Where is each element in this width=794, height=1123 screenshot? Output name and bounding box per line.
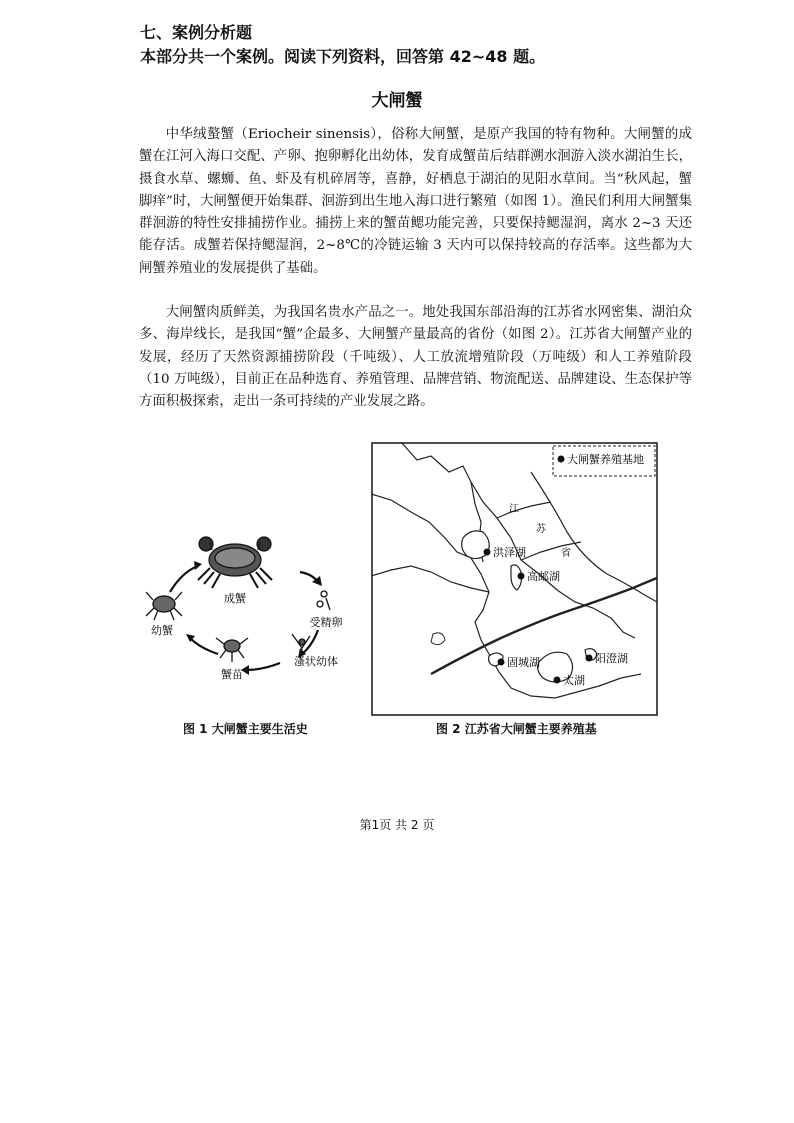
lake-label-gaoyou: 高邮湖 (527, 570, 560, 583)
taihu-base-dot (554, 677, 561, 684)
island-shape (431, 633, 445, 645)
yangcheng-base-dot (586, 655, 593, 662)
megalopa-icon (216, 638, 248, 662)
lake-label-hongze: 洪泽湖 (493, 546, 526, 559)
jiangsu-map (371, 442, 658, 716)
province-label-jiang: 江 (509, 504, 519, 515)
paragraph-1: 中华绒螯蟹（Eriocheir sinensis），俗称大闸蟹，是原产我国的特有物种。大闸蟹的成蟹在江河入海口交配、产卵、抱卵孵化出幼体，发育成蟹苗后结群溯水洄游入淡水湖泊生长，摄食水草、螺蛳、鱼、虾及有机碎屑等，喜静，好栖息于湖泊的见阳水草间。当“秋风起，蟹脚痒”时，大闸蟹便开始集群、洄游到出生地入海口进行繁殖（如图 1）。渔民们利用大闸蟹集群洄游的特性安排捕捞作业。捕捞上来的蟹苗鳃功能完善，只要保持鳃湿润，离水 2~3 天还能存活。成蟹若保持鳃湿润，2~8℃的冷链运输 3 天内可以保持较高的存活率。这些都为大闸蟹养殖业的发展提供了基础。 (139, 127, 692, 276)
lake-label-taihu: 太湖 (563, 674, 585, 687)
life-cycle-diagram (140, 530, 360, 700)
stage-label-megalopa: 蟹苗 (221, 668, 243, 681)
stage-label-adult: 成蟹 (224, 592, 246, 605)
section-instruction: 本部分共一个案例。阅读下列资料，回答第 42~48 题。 (140, 47, 546, 66)
juvenile-crab-icon (146, 592, 182, 620)
egg-icon (317, 591, 330, 610)
lake-label-yangcheng: 阳澄湖 (595, 652, 628, 665)
stage-label-juvenile: 幼蟹 (151, 624, 173, 637)
figure-2-caption: 图 2 江苏省大闸蟹主要养殖基 (436, 722, 597, 736)
page-footer: 第1页 共 2 页 (359, 818, 435, 832)
legend-label: 大闸蟹养殖基地 (567, 453, 644, 466)
stage-label-larva: 溞状幼体 (294, 655, 338, 668)
gucheng-base-dot (498, 659, 505, 666)
gaoyou-base-dot (518, 573, 525, 580)
paragraph-2: 大闸蟹肉质鲜美，为我国名贵水产品之一。地处我国东部沿海的江苏省水网密集、湖泊众多、海岸线长，是我国“蟹”企最多、大闸蟹产量最高的省份（如图 2）。江苏省大闸蟹产业的发展，经历了天然资源捕捞阶段（千吨级）、人工放流增殖阶段（万吨级）和人工养殖阶段（10 万吨级），目前正在品种选育、养殖管理、品牌营销、物流配送、品牌建设、生态保护等方面积极探索，走出一条可持续的产业发展之路。 (139, 305, 692, 410)
section-title: 七、案例分析题 (140, 23, 253, 42)
hongze-base-dot (484, 549, 491, 556)
article-title: 大闸蟹 (371, 91, 423, 111)
province-label-su: 苏 (536, 524, 546, 535)
province-label-sheng: 省 (561, 548, 571, 559)
stage-label-egg: 受精卵 (309, 616, 343, 629)
legend-dot-icon (558, 456, 565, 463)
figure-1-caption: 图 1 大闸蟹主要生活史 (183, 722, 308, 736)
adult-crab-icon (198, 537, 272, 588)
lake-label-gucheng: 固城湖 (507, 656, 540, 669)
